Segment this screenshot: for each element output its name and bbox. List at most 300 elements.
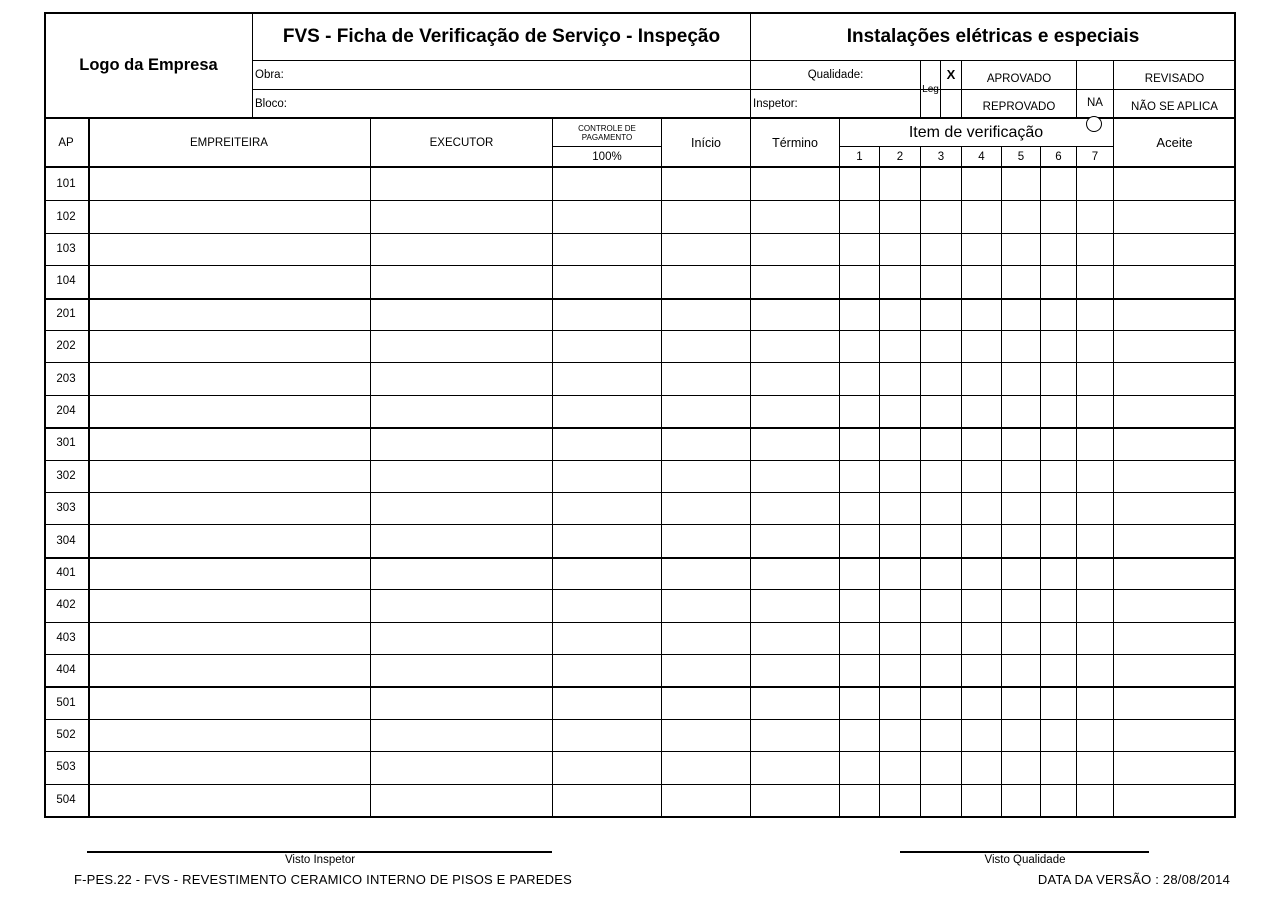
cell-empreiteira-302[interactable] xyxy=(89,461,370,492)
cell-empreiteira-502[interactable] xyxy=(89,720,370,751)
cell-item-2-201[interactable] xyxy=(880,299,920,330)
table-row-ap-204: 204 xyxy=(56,404,76,417)
cell-executor-402[interactable] xyxy=(371,590,552,621)
table-row-ap-402: 402 xyxy=(56,599,76,612)
cell-item-7-203[interactable] xyxy=(1077,363,1113,394)
cell-item-5-303[interactable] xyxy=(1002,493,1040,524)
cell-pagamento-401[interactable] xyxy=(553,558,661,589)
cell-item-7-504[interactable] xyxy=(1077,785,1113,816)
cell-item-1-201[interactable] xyxy=(840,299,879,330)
cell-termino-104[interactable] xyxy=(751,266,839,297)
cell-item-4-204[interactable] xyxy=(962,396,1001,427)
form-title: FVS - Ficha de Verificação de Serviço - Inspeção xyxy=(282,25,721,47)
cell-termino-501[interactable] xyxy=(751,687,839,718)
cell-item-1-502[interactable] xyxy=(840,720,879,751)
cell-item-2-404[interactable] xyxy=(880,655,920,686)
cell-termino-502[interactable] xyxy=(751,720,839,751)
cell-executor-202[interactable] xyxy=(371,331,552,362)
cell-executor-503[interactable] xyxy=(371,752,552,783)
cell-item-7-201[interactable] xyxy=(1077,299,1113,330)
cell-item-3-403[interactable] xyxy=(921,623,961,654)
cell-item-6-204[interactable] xyxy=(1041,396,1076,427)
cell-item-7-404[interactable] xyxy=(1077,655,1113,686)
cell-executor-502[interactable] xyxy=(371,720,552,751)
cell-item-4-103[interactable] xyxy=(962,234,1001,265)
form-code-footer: F-PES.22 - FVS - REVESTIMENTO CERAMICO INTERNO DE PISOS E PAREDES xyxy=(74,871,572,887)
cell-termino-204[interactable] xyxy=(751,396,839,427)
cell-item-5-301[interactable] xyxy=(1002,428,1040,459)
legend-aprovado: APROVADO xyxy=(986,73,1052,85)
table-row-ap-303: 303 xyxy=(56,502,76,515)
cell-item-6-403[interactable] xyxy=(1041,623,1076,654)
cell-item-6-404[interactable] xyxy=(1041,655,1076,686)
cell-item-1-104[interactable] xyxy=(840,266,879,297)
table-row-ap-504: 504 xyxy=(56,793,76,806)
cell-executor-403[interactable] xyxy=(371,623,552,654)
cell-aceite-301[interactable] xyxy=(1114,428,1235,459)
cell-empreiteira-203[interactable] xyxy=(89,363,370,394)
cell-item-6-401[interactable] xyxy=(1041,558,1076,589)
cell-item-1-504[interactable] xyxy=(840,785,879,816)
cell-termino-404[interactable] xyxy=(751,655,839,686)
cell-item-1-103[interactable] xyxy=(840,234,879,265)
cell-empreiteira-402[interactable] xyxy=(89,590,370,621)
cell-item-5-201[interactable] xyxy=(1002,299,1040,330)
cell-aceite-403[interactable] xyxy=(1114,623,1235,654)
cell-item-2-504[interactable] xyxy=(880,785,920,816)
cell-empreiteira-204[interactable] xyxy=(89,396,370,427)
cell-item-2-303[interactable] xyxy=(880,493,920,524)
col-header-termino: Término xyxy=(772,135,818,150)
cell-item-1-501[interactable] xyxy=(840,687,879,718)
cell-item-6-201[interactable] xyxy=(1041,299,1076,330)
cell-aceite-104[interactable] xyxy=(1114,266,1235,297)
cell-empreiteira-304[interactable] xyxy=(89,525,370,556)
cell-item-2-204[interactable] xyxy=(880,396,920,427)
cell-item-5-101[interactable] xyxy=(1002,169,1040,200)
cell-item-5-302[interactable] xyxy=(1002,461,1040,492)
cell-executor-302[interactable] xyxy=(371,461,552,492)
cell-inicio-503[interactable] xyxy=(662,752,750,783)
cell-item-2-101[interactable] xyxy=(880,169,920,200)
cell-item-6-304[interactable] xyxy=(1041,525,1076,556)
cell-executor-401[interactable] xyxy=(371,558,552,589)
version-date-footer: DATA DA VERSÃO : 28/08/2014 xyxy=(1037,871,1230,887)
cell-empreiteira-201[interactable] xyxy=(89,299,370,330)
cell-item-3-401[interactable] xyxy=(921,558,961,589)
cell-inicio-101[interactable] xyxy=(662,169,750,200)
cell-executor-301[interactable] xyxy=(371,428,552,459)
cell-item-2-103[interactable] xyxy=(880,234,920,265)
cell-item-5-103[interactable] xyxy=(1002,234,1040,265)
cell-item-1-403[interactable] xyxy=(840,623,879,654)
cell-pagamento-501[interactable] xyxy=(553,687,661,718)
col-header-controle-pagamento: CONTROLE DE PAGAMENTO xyxy=(578,124,636,142)
cell-executor-102[interactable] xyxy=(371,201,552,232)
cell-inicio-304[interactable] xyxy=(662,525,750,556)
cell-item-3-304[interactable] xyxy=(921,525,961,556)
cell-item-6-301[interactable] xyxy=(1041,428,1076,459)
cell-item-2-503[interactable] xyxy=(880,752,920,783)
cell-executor-504[interactable] xyxy=(371,785,552,816)
col-header-item-3: 3 xyxy=(937,150,945,163)
cell-empreiteira-202[interactable] xyxy=(89,331,370,362)
cell-pagamento-201[interactable] xyxy=(553,299,661,330)
cell-item-6-303[interactable] xyxy=(1041,493,1076,524)
cell-item-1-303[interactable] xyxy=(840,493,879,524)
table-row-ap-103: 103 xyxy=(56,242,76,255)
cell-termino-201[interactable] xyxy=(751,299,839,330)
cell-pagamento-204[interactable] xyxy=(553,396,661,427)
cell-item-3-502[interactable] xyxy=(921,720,961,751)
cell-item-6-102[interactable] xyxy=(1041,201,1076,232)
cell-pagamento-403[interactable] xyxy=(553,623,661,654)
cell-termino-301[interactable] xyxy=(751,428,839,459)
cell-item-4-304[interactable] xyxy=(962,525,1001,556)
cell-aceite-503[interactable] xyxy=(1114,752,1235,783)
cell-item-6-103[interactable] xyxy=(1041,234,1076,265)
cell-pagamento-402[interactable] xyxy=(553,590,661,621)
cell-termino-202[interactable] xyxy=(751,331,839,362)
cell-item-7-401[interactable] xyxy=(1077,558,1113,589)
cell-termino-402[interactable] xyxy=(751,590,839,621)
cell-item-4-401[interactable] xyxy=(962,558,1001,589)
cell-item-1-401[interactable] xyxy=(840,558,879,589)
cell-aceite-201[interactable] xyxy=(1114,299,1235,330)
cell-inicio-303[interactable] xyxy=(662,493,750,524)
cell-item-5-401[interactable] xyxy=(1002,558,1040,589)
cell-empreiteira-401[interactable] xyxy=(89,558,370,589)
cell-item-1-404[interactable] xyxy=(840,655,879,686)
cell-item-2-502[interactable] xyxy=(880,720,920,751)
cell-inicio-403[interactable] xyxy=(662,623,750,654)
cell-pagamento-302[interactable] xyxy=(553,461,661,492)
legend-reprovado: REPROVADO xyxy=(982,101,1056,113)
cell-item-7-502[interactable] xyxy=(1077,720,1113,751)
cell-item-4-102[interactable] xyxy=(962,201,1001,232)
cell-item-5-404[interactable] xyxy=(1002,655,1040,686)
col-header-executor: EXECUTOR xyxy=(429,136,494,149)
cell-item-3-103[interactable] xyxy=(921,234,961,265)
cell-pagamento-504[interactable] xyxy=(553,785,661,816)
cell-termino-103[interactable] xyxy=(751,234,839,265)
cell-item-4-502[interactable] xyxy=(962,720,1001,751)
cell-inicio-104[interactable] xyxy=(662,266,750,297)
cell-item-5-501[interactable] xyxy=(1002,687,1040,718)
cell-item-6-502[interactable] xyxy=(1041,720,1076,751)
cell-item-3-203[interactable] xyxy=(921,363,961,394)
cell-item-4-201[interactable] xyxy=(962,299,1001,330)
cell-item-6-504[interactable] xyxy=(1041,785,1076,816)
cell-item-4-203[interactable] xyxy=(962,363,1001,394)
cell-inicio-203[interactable] xyxy=(662,363,750,394)
cell-empreiteira-104[interactable] xyxy=(89,266,370,297)
cell-item-3-301[interactable] xyxy=(921,428,961,459)
cell-aceite-304[interactable] xyxy=(1114,525,1235,556)
cell-item-1-302[interactable] xyxy=(840,461,879,492)
cell-item-3-202[interactable] xyxy=(921,331,961,362)
cell-termino-102[interactable] xyxy=(751,201,839,232)
cell-item-1-402[interactable] xyxy=(840,590,879,621)
cell-pagamento-202[interactable] xyxy=(553,331,661,362)
qualidade-field[interactable]: Qualidade: xyxy=(807,69,864,81)
cell-item-7-101[interactable] xyxy=(1077,169,1113,200)
cell-termino-101[interactable] xyxy=(751,169,839,200)
cell-termino-503[interactable] xyxy=(751,752,839,783)
cell-aceite-303[interactable] xyxy=(1114,493,1235,524)
cell-inicio-102[interactable] xyxy=(662,201,750,232)
cell-aceite-203[interactable] xyxy=(1114,363,1235,394)
cell-aceite-504[interactable] xyxy=(1114,785,1235,816)
cell-empreiteira-101[interactable] xyxy=(89,169,370,200)
cell-item-3-503[interactable] xyxy=(921,752,961,783)
cell-item-4-301[interactable] xyxy=(962,428,1001,459)
cell-item-5-402[interactable] xyxy=(1002,590,1040,621)
cell-aceite-202[interactable] xyxy=(1114,331,1235,362)
cell-item-3-101[interactable] xyxy=(921,169,961,200)
cell-pagamento-104[interactable] xyxy=(553,266,661,297)
col-header-empreiteira: EMPREITEIRA xyxy=(190,136,268,149)
table-row-ap-302: 302 xyxy=(56,469,76,482)
cell-termino-203[interactable] xyxy=(751,363,839,394)
cell-pagamento-404[interactable] xyxy=(553,655,661,686)
cell-item-4-404[interactable] xyxy=(962,655,1001,686)
cell-item-7-104[interactable] xyxy=(1077,266,1113,297)
cell-pagamento-502[interactable] xyxy=(553,720,661,751)
cell-aceite-404[interactable] xyxy=(1114,655,1235,686)
cell-inicio-302[interactable] xyxy=(662,461,750,492)
cell-empreiteira-504[interactable] xyxy=(89,785,370,816)
cell-item-5-202[interactable] xyxy=(1002,331,1040,362)
cell-aceite-501[interactable] xyxy=(1114,687,1235,718)
col-header-item-1: 1 xyxy=(856,150,863,163)
cell-termino-504[interactable] xyxy=(751,785,839,816)
cell-item-5-102[interactable] xyxy=(1002,201,1040,232)
cell-aceite-502[interactable] xyxy=(1114,720,1235,751)
cell-executor-501[interactable] xyxy=(371,687,552,718)
cell-pagamento-304[interactable] xyxy=(553,525,661,556)
obra-field[interactable]: Obra: xyxy=(255,69,284,81)
cell-executor-201[interactable] xyxy=(371,299,552,330)
table-row-ap-201: 201 xyxy=(56,307,76,320)
company-logo-placeholder: Logo da Empresa xyxy=(79,55,218,74)
col-header-item-verificacao: Item de verificação xyxy=(908,123,1044,141)
cell-item-4-403[interactable] xyxy=(962,623,1001,654)
visto-inspetor-label: Visto Inspetor xyxy=(284,854,356,866)
cell-termino-303[interactable] xyxy=(751,493,839,524)
cell-pagamento-203[interactable] xyxy=(553,363,661,394)
cell-item-3-104[interactable] xyxy=(921,266,961,297)
circle-icon xyxy=(1086,116,1102,132)
visto-qualidade-label: Visto Qualidade xyxy=(984,854,1066,866)
cell-item-2-301[interactable] xyxy=(880,428,920,459)
cell-item-5-503[interactable] xyxy=(1002,752,1040,783)
cell-item-7-303[interactable] xyxy=(1077,493,1113,524)
cell-empreiteira-404[interactable] xyxy=(89,655,370,686)
cell-item-2-403[interactable] xyxy=(880,623,920,654)
table-row-ap-203: 203 xyxy=(56,372,76,385)
col-header-pagamento-percent: 100% xyxy=(592,150,622,163)
cell-aceite-102[interactable] xyxy=(1114,201,1235,232)
cell-inicio-202[interactable] xyxy=(662,331,750,362)
cell-item-7-302[interactable] xyxy=(1077,461,1113,492)
cell-item-7-402[interactable] xyxy=(1077,590,1113,621)
cell-item-7-403[interactable] xyxy=(1077,623,1113,654)
cell-inicio-504[interactable] xyxy=(662,785,750,816)
cell-item-5-203[interactable] xyxy=(1002,363,1040,394)
cell-aceite-401[interactable] xyxy=(1114,558,1235,589)
cell-termino-304[interactable] xyxy=(751,525,839,556)
table-row-ap-301: 301 xyxy=(56,437,76,450)
cell-pagamento-301[interactable] xyxy=(553,428,661,459)
cell-aceite-103[interactable] xyxy=(1114,234,1235,265)
cell-executor-204[interactable] xyxy=(371,396,552,427)
cell-aceite-204[interactable] xyxy=(1114,396,1235,427)
cell-item-3-302[interactable] xyxy=(921,461,961,492)
cell-item-5-502[interactable] xyxy=(1002,720,1040,751)
cell-item-7-202[interactable] xyxy=(1077,331,1113,362)
cell-item-7-304[interactable] xyxy=(1077,525,1113,556)
cell-item-2-203[interactable] xyxy=(880,363,920,394)
cell-item-2-401[interactable] xyxy=(880,558,920,589)
cell-item-1-102[interactable] xyxy=(840,201,879,232)
cell-item-6-402[interactable] xyxy=(1041,590,1076,621)
cell-inicio-201[interactable] xyxy=(662,299,750,330)
col-header-item-4: 4 xyxy=(978,150,985,163)
bloco-field[interactable]: Bloco: xyxy=(255,97,287,110)
legend-x-mark: X xyxy=(946,67,956,82)
cell-executor-303[interactable] xyxy=(371,493,552,524)
cell-empreiteira-403[interactable] xyxy=(89,623,370,654)
cell-inicio-204[interactable] xyxy=(662,396,750,427)
cell-empreiteira-102[interactable] xyxy=(89,201,370,232)
cell-empreiteira-103[interactable] xyxy=(89,234,370,265)
cell-item-6-101[interactable] xyxy=(1041,169,1076,200)
cell-item-1-301[interactable] xyxy=(840,428,879,459)
cell-item-4-302[interactable] xyxy=(962,461,1001,492)
cell-item-7-204[interactable] xyxy=(1077,396,1113,427)
cell-pagamento-101[interactable] xyxy=(553,169,661,200)
cell-empreiteira-501[interactable] xyxy=(89,687,370,718)
cell-item-6-203[interactable] xyxy=(1041,363,1076,394)
cell-item-4-303[interactable] xyxy=(962,493,1001,524)
cell-item-7-301[interactable] xyxy=(1077,428,1113,459)
cell-item-7-503[interactable] xyxy=(1077,752,1113,783)
legend-revisado: REVISADO xyxy=(1144,73,1205,85)
cell-item-4-503[interactable] xyxy=(962,752,1001,783)
cell-executor-203[interactable] xyxy=(371,363,552,394)
cell-item-7-501[interactable] xyxy=(1077,687,1113,718)
cell-pagamento-303[interactable] xyxy=(553,493,661,524)
cell-inicio-301[interactable] xyxy=(662,428,750,459)
cell-inicio-501[interactable] xyxy=(662,687,750,718)
cell-inicio-103[interactable] xyxy=(662,234,750,265)
cell-aceite-402[interactable] xyxy=(1114,590,1235,621)
cell-item-5-304[interactable] xyxy=(1002,525,1040,556)
cell-item-4-504[interactable] xyxy=(962,785,1001,816)
cell-executor-404[interactable] xyxy=(371,655,552,686)
col-header-item-7: 7 xyxy=(1091,150,1099,163)
cell-item-6-104[interactable] xyxy=(1041,266,1076,297)
cell-item-2-304[interactable] xyxy=(880,525,920,556)
cell-item-7-103[interactable] xyxy=(1077,234,1113,265)
cell-item-4-202[interactable] xyxy=(962,331,1001,362)
cell-empreiteira-503[interactable] xyxy=(89,752,370,783)
cell-termino-302[interactable] xyxy=(751,461,839,492)
cell-empreiteira-301[interactable] xyxy=(89,428,370,459)
cell-executor-101[interactable] xyxy=(371,169,552,200)
cell-item-4-501[interactable] xyxy=(962,687,1001,718)
cell-item-6-302[interactable] xyxy=(1041,461,1076,492)
cell-item-2-104[interactable] xyxy=(880,266,920,297)
cell-item-5-504[interactable] xyxy=(1002,785,1040,816)
cell-item-6-501[interactable] xyxy=(1041,687,1076,718)
cell-item-1-304[interactable] xyxy=(840,525,879,556)
cell-pagamento-103[interactable] xyxy=(553,234,661,265)
cell-item-1-204[interactable] xyxy=(840,396,879,427)
table-row-ap-202: 202 xyxy=(56,340,76,353)
cell-inicio-404[interactable] xyxy=(662,655,750,686)
cell-item-4-104[interactable] xyxy=(962,266,1001,297)
cell-inicio-402[interactable] xyxy=(662,590,750,621)
cell-item-2-202[interactable] xyxy=(880,331,920,362)
cell-item-1-101[interactable] xyxy=(840,169,879,200)
cell-item-3-204[interactable] xyxy=(921,396,961,427)
table-row-ap-101: 101 xyxy=(56,178,76,191)
cell-inicio-502[interactable] xyxy=(662,720,750,751)
cell-item-1-202[interactable] xyxy=(840,331,879,362)
cell-item-3-504[interactable] xyxy=(921,785,961,816)
cell-item-1-503[interactable] xyxy=(840,752,879,783)
cell-item-5-204[interactable] xyxy=(1002,396,1040,427)
col-header-item-6: 6 xyxy=(1055,150,1062,163)
cell-item-5-104[interactable] xyxy=(1002,266,1040,297)
cell-aceite-302[interactable] xyxy=(1114,461,1235,492)
cell-item-5-403[interactable] xyxy=(1002,623,1040,654)
cell-item-1-203[interactable] xyxy=(840,363,879,394)
cell-termino-403[interactable] xyxy=(751,623,839,654)
cell-termino-401[interactable] xyxy=(751,558,839,589)
cell-item-3-404[interactable] xyxy=(921,655,961,686)
cell-item-2-102[interactable] xyxy=(880,201,920,232)
cell-item-3-303[interactable] xyxy=(921,493,961,524)
cell-item-2-501[interactable] xyxy=(880,687,920,718)
table-row-ap-104: 104 xyxy=(56,275,76,288)
cell-item-6-503[interactable] xyxy=(1041,752,1076,783)
cell-item-3-102[interactable] xyxy=(921,201,961,232)
cell-executor-103[interactable] xyxy=(371,234,552,265)
cell-executor-104[interactable] xyxy=(371,266,552,297)
cell-aceite-101[interactable] xyxy=(1114,169,1235,200)
cell-item-3-201[interactable] xyxy=(921,299,961,330)
cell-executor-304[interactable] xyxy=(371,525,552,556)
inspetor-field[interactable]: Inspetor: xyxy=(753,97,798,110)
cell-pagamento-102[interactable] xyxy=(553,201,661,232)
cell-item-4-402[interactable] xyxy=(962,590,1001,621)
column-header-bottom-line xyxy=(45,166,1235,168)
cell-item-2-302[interactable] xyxy=(880,461,920,492)
cell-item-2-402[interactable] xyxy=(880,590,920,621)
cell-empreiteira-303[interactable] xyxy=(89,493,370,524)
cell-item-4-101[interactable] xyxy=(962,169,1001,200)
cell-item-3-402[interactable] xyxy=(921,590,961,621)
cell-inicio-401[interactable] xyxy=(662,558,750,589)
cell-item-6-202[interactable] xyxy=(1041,331,1076,362)
cell-item-7-102[interactable] xyxy=(1077,201,1113,232)
table-row-ap-403: 403 xyxy=(56,631,76,644)
cell-item-3-501[interactable] xyxy=(921,687,961,718)
cell-pagamento-503[interactable] xyxy=(553,752,661,783)
